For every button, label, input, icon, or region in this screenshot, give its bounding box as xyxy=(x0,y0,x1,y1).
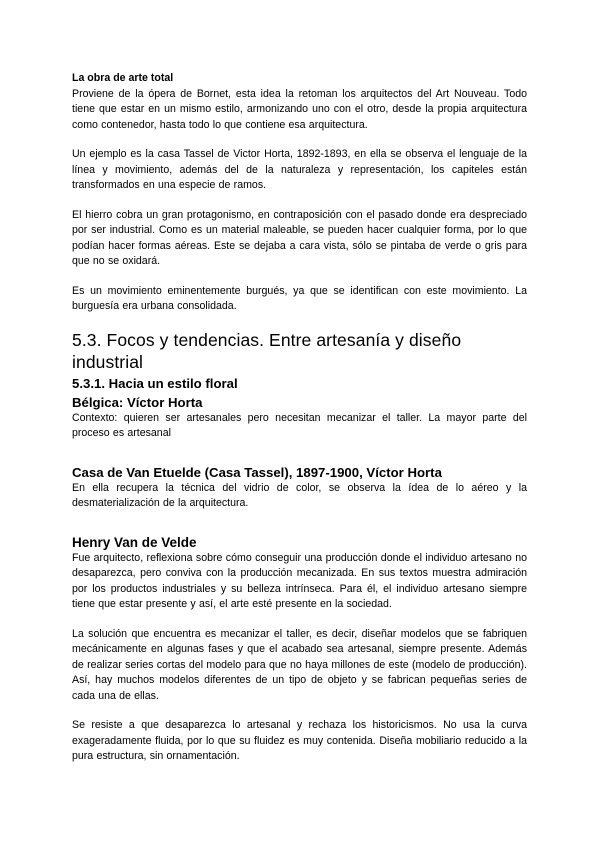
belgica-heading: Bélgica: Víctor Horta xyxy=(72,394,203,410)
casa-heading: Casa de Van Etuelde (Casa Tassel), 1897-1900, Víctor Horta xyxy=(72,464,442,480)
contexto-paragraph: Contexto: quieren ser artesanales pero necesitan mecanizar el taller. La mayor parte del proceso es artesanal xyxy=(72,411,527,439)
henry-paragraph-2: La solución que encuentra es mecanizar el taller, es decir, diseñar modelos que se fabriquen mecánicamente en algunas fases y que el acabado sea artesanal, siempre presente. Además de realizar series cortas del modelo para que no haya millones de este (modelo de producción). Así, hay muchos modelos diferentes de un tipo de objeto y se fabrican pequeñas series de cada una de ellas. xyxy=(72,627,527,702)
page-content xyxy=(72,71,527,765)
obra-total-paragraph-2: Un ejemplo es la casa Tassel de Victor Horta, 1892-1893, en ella se observa el lenguaje de la línea y movimiento, además del de la naturaleza y representación, los capiteles están transformados en una especie de ramos. xyxy=(72,148,527,191)
obra-total-paragraph-1: Proviene de la ópera de Bornet, esta idea la retoman los arquitectos del Art Nouveau. Todo tiene que estar en un mismo estilo, armonizando uno con el otro, desde la propia arquitectura como contenedor, hasta todo lo que contiene esa arquitectura. xyxy=(72,87,527,131)
henry-paragraph-1: Fue arquitecto, reflexiona sobre cómo conseguir una producción donde el individuo artesano no desaparezca, pero conviva con la producción mecanizada. En sus textos muestra admiración por los productos industriales y su belleza intrínseca. Para él, el individuo artesano siempre tiene que estar presente y así, el arte esté presente en la sociedad. xyxy=(72,551,527,610)
obra-total-title: La obra de arte total xyxy=(72,72,174,84)
henry-heading: Henry Van de Velde xyxy=(72,534,197,550)
obra-total-paragraph-4: Es un movimiento eminentemente burgués, ya que se identifican con este movimiento. La burguesía era urbana consolidada. xyxy=(72,284,527,312)
henry-paragraph-3: Se resiste a que desaparezca lo artesanal y rechaza los historicismos. No usa la curva exageradamente fluida, por lo que su fluidez es muy contenida. Diseña mobiliario reducido a la pura estructura, sin ornamentación. xyxy=(72,719,527,762)
subsection-heading: 5.3.1. Hacia un estilo floral xyxy=(72,375,238,391)
casa-paragraph: En ella recupera la técnica del vidrio de color, se observa la ídea de lo aéreo y la desmaterialización de la arquitectura. xyxy=(72,481,527,509)
section-heading: 5.3. Focos y tendencias. Entre artesanía y diseño industrial xyxy=(72,329,462,372)
obra-total-paragraph-3: El hierro cobra un gran protagonismo, en contraposición con el pasado donde era despreciado por ser industrial. Como es un material maleable, se pueden hacer cualquier forma, por lo que podían hacer formas aéreas. Este se dejaba a cara vista, sólo se pintaba de verde o gris para que no se oxidará. xyxy=(72,208,527,267)
